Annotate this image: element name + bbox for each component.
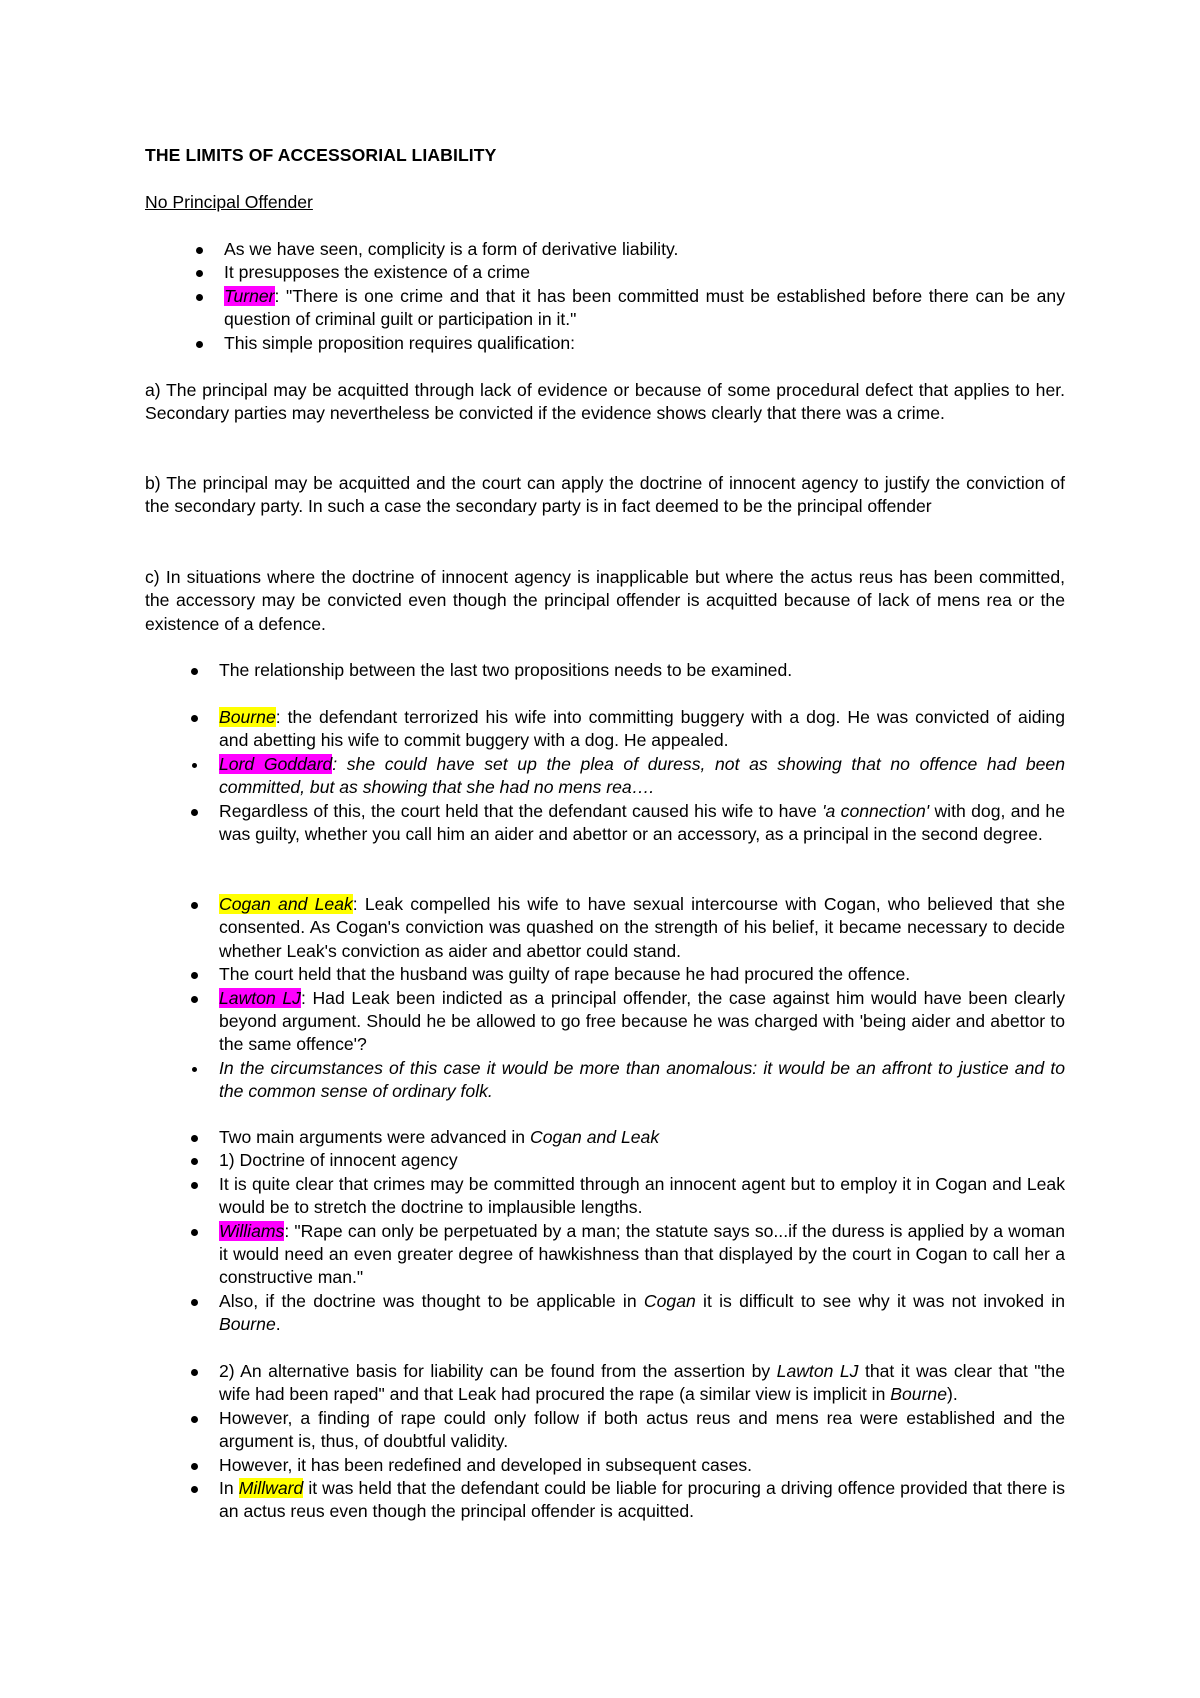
- list-item: As we have seen, complicity is a form of derivative liability.: [224, 238, 1065, 261]
- list-item: In the circumstances of this case it would be more than anomalous: it would be an affront to justice and to the common sense of ordinary folk.: [219, 1057, 1065, 1104]
- list-item: 1) Doctrine of innocent agency: [219, 1149, 1065, 1172]
- list-item: Lawton LJ: Had Leak been indicted as a principal offender, the case against him would have been clearly beyond argument. Should he be allowed to go free because he was charged with 'being aider and abettor to the same offence'?: [219, 987, 1065, 1057]
- arguments-list: [145, 1126, 1065, 1337]
- section-heading: No Principal Offender: [145, 192, 313, 212]
- list-item: Turner: "There is one crime and that it has been committed must be established before there can be any question of criminal guilt or participation in it.": [224, 285, 1065, 332]
- list-item: It is quite clear that crimes may be committed through an innocent agent but to employ it in Cogan and Leak would be to stretch the doctrine to implausible lengths.: [219, 1173, 1065, 1220]
- page-title: THE LIMITS OF ACCESSORIAL LIABILITY: [145, 145, 497, 165]
- case-highlight: Lord Goddard: [219, 753, 333, 774]
- list-item: This simple proposition requires qualification:: [224, 332, 1065, 355]
- paragraph-b: b) The principal may be acquitted and the court can apply the doctrine of innocent agency to justify the conviction of the secondary party. In such a case the secondary party is in fact deemed to be the principal offender: [145, 473, 1065, 517]
- case-highlight: Williams: [219, 1220, 285, 1241]
- list-item: The court held that the husband was guilty of rape because he had procured the offence.: [219, 963, 1065, 986]
- cogan-list: [145, 893, 1065, 1104]
- list-item: Two main arguments were advanced in Cogan and Leak: [219, 1126, 1065, 1149]
- list-item: However, a finding of rape could only follow if both actus reus and mens rea were established and the argument is, thus, of doubtful validity.: [219, 1407, 1065, 1454]
- relationship-list: [145, 659, 1065, 682]
- list-item: Cogan and Leak: Leak compelled his wife to have sexual intercourse with Cogan, who believed that she consented. As Cogan's conviction was quashed on the strength of his belief, it became necessary to decide whether Leak's conviction as aider and abettor could stand.: [219, 893, 1065, 963]
- case-highlight: Lawton LJ: [219, 987, 301, 1008]
- case-highlight: Millward: [238, 1478, 304, 1499]
- list-item: 2) An alternative basis for liability can be found from the assertion by Lawton LJ that it was clear that "the wife had been raped" and that Leak had procured the rape (a similar view is implicit in Bourne).: [219, 1360, 1065, 1407]
- list-item: It presupposes the existence of a crime: [224, 261, 1065, 284]
- list-item: Bourne: the defendant terrorized his wife into committing buggery with a dog. He was convicted of aiding and abetting his wife to commit buggery with a dog. He appealed.: [219, 706, 1065, 753]
- list-item: The relationship between the last two propositions needs to be examined.: [219, 659, 1065, 682]
- list-item: Williams: "Rape can only be perpetuated by a man; the statute says so...if the duress is applied by a woman it would need an even greater degree of hawkishness than that displayed by the court in Cogan to call her a constructive man.": [219, 1220, 1065, 1290]
- case-highlight: Bourne: [219, 707, 276, 727]
- bourne-list: [145, 706, 1065, 846]
- intro-list: [145, 238, 1065, 355]
- case-highlight: Turner: [224, 285, 275, 306]
- paragraph-a: a) The principal may be acquitted through lack of evidence or because of some procedural defect that applies to her. Secondary parties may nevertheless be convicted if the evidence shows clearly that there was a crime.: [145, 380, 1065, 424]
- list-item: Lord Goddard: she could have set up the plea of duress, not as showing that no offence had been committed, but as showing that she had no mens rea….: [219, 753, 1065, 800]
- paragraph-c: c) In situations where the doctrine of innocent agency is inapplicable but where the actus reus has been committed, the accessory may be convicted even though the principal offender is acquitted because of lack of mens rea or the existence of a defence.: [145, 567, 1065, 634]
- alternative-list: [145, 1360, 1065, 1524]
- list-item: Regardless of this, the court held that the defendant caused his wife to have 'a connection' with dog, and he was guilty, whether you call him an aider and abettor or an accessory, as a principal in the second degree.: [219, 800, 1065, 847]
- list-item: However, it has been redefined and developed in subsequent cases.: [219, 1454, 1065, 1477]
- list-item: In Millward it was held that the defendant could be liable for procuring a driving offence provided that there is an actus reus even though the principal offender is acquitted.: [219, 1477, 1065, 1524]
- case-highlight: Cogan and Leak: [219, 894, 353, 914]
- list-item: Also, if the doctrine was thought to be applicable in Cogan it is difficult to see why it was not invoked in Bourne.: [219, 1290, 1065, 1337]
